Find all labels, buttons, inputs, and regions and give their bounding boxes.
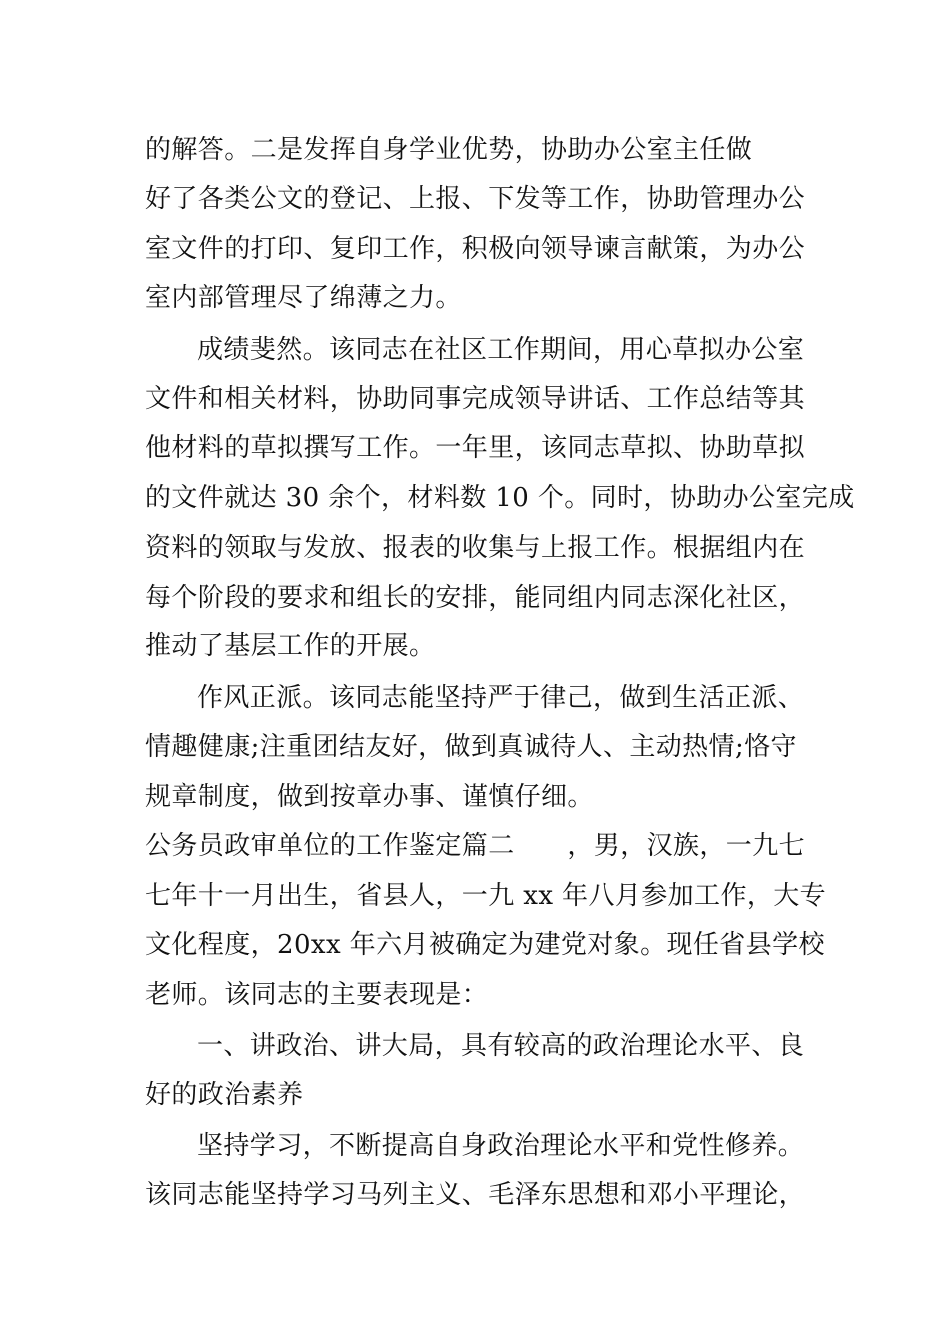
text-line: 推动了基层工作的开展。 <box>145 631 436 661</box>
text-line: 室文件的打印、复印工作，积极向领导谏言献策，为办公 <box>145 234 806 264</box>
text-line: 老师。该同志的主要表现是： <box>145 980 489 1010</box>
text-line: 该同志能坚持学习马列主义、毛泽东思想和邓小平理论， <box>145 1180 806 1210</box>
text-line: 情趣健康;注重团结友好，做到真诚待人、主动热情;恪守 <box>145 732 797 762</box>
text-line: 成绩斐然。该同志在社区工作期间，用心草拟办公室 <box>197 335 805 365</box>
text-line: 每个阶段的要求和组长的安排，能同组内同志深化社区， <box>145 583 806 613</box>
text-line: 资料的领取与发放、报表的收集与上报工作。根据组内在 <box>145 533 806 563</box>
section-heading-line: 公务员政审单位的工作鉴定篇二 ，男，汉族，一九七 <box>145 831 806 861</box>
text-line: 的文件就达 30 余个，材料数 10 个。同时，协助办公室完成 <box>145 483 855 513</box>
text-line: 七年十一月出生，省县人，一九 xx 年八月参加工作，大专 <box>145 881 827 911</box>
text-line: 好了各类公文的登记、上报、下发等工作，协助管理办公 <box>145 184 806 214</box>
text-line: 一、讲政治、讲大局，具有较高的政治理论水平、良 <box>197 1031 805 1061</box>
text-line: 坚持学习，不断提高自身政治理论水平和党性修养。 <box>197 1131 805 1161</box>
text-line: 室内部管理尽了绵薄之力。 <box>145 283 462 313</box>
text-line: 的解答。二是发挥自身学业优势，协助办公室主任做 <box>145 135 753 165</box>
text-line: 作风正派。该同志能坚持严于律己，做到生活正派、 <box>197 683 805 713</box>
text-line: 文件和相关材料，协助同事完成领导讲话、工作总结等其 <box>145 384 806 414</box>
text-line: 文化程度，20xx 年六月被确定为建党对象。现任省县学校 <box>145 930 825 960</box>
text-line: 他材料的草拟撰写工作。一年里，该同志草拟、协助草拟 <box>145 433 806 463</box>
text-line: 规章制度，做到按章办事、谨慎仔细。 <box>145 782 594 812</box>
text-line: 好的政治素养 <box>145 1080 304 1110</box>
